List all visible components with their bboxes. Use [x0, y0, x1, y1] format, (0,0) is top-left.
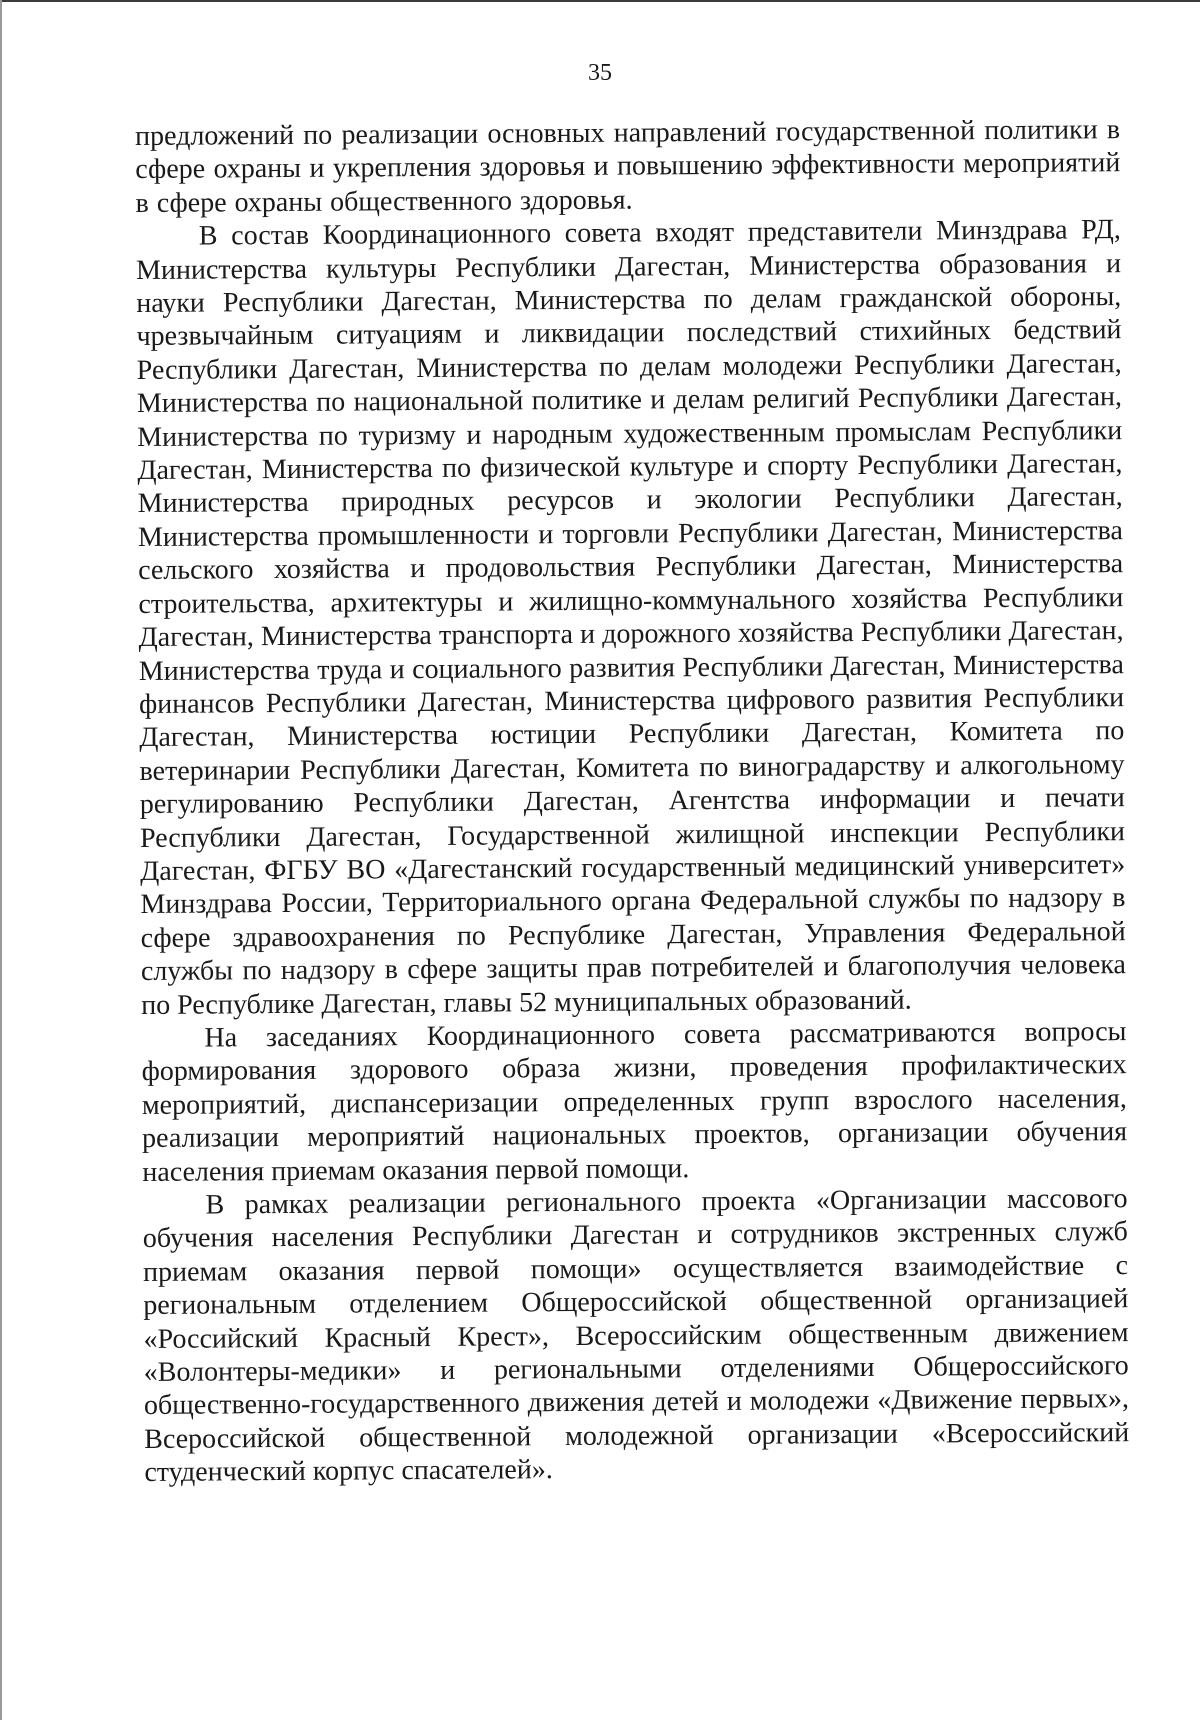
page-top-edge	[0, 0, 1200, 2]
paragraph-council-composition: В состав Координационного совета входят представители Минздрава РД, Министерства культуры Республики Дагестан, Министерства образования и науки Республики Дагестан, Министерства по делам гражданской обороны, чрезвычайным ситуациям и ликвидации последствий стихийных бедствий Республики Дагестан, Министерства по делам молодежи Республики Дагестан, Министерства по национальной политике и делам религий Республики Дагестан, Министерства по туризму и народным художественным промыслам Республики Дагестан, Министерства по физической культуре и спорту Республики Дагестан, Министерства природных ресурсов и экологии Республики Дагестан, Министерства промышленности и торговли Республики Дагестан, Министерства сельского хозяйства и продовольствия Республики Дагестан, Министерства строительства, архитектуры и жилищно-коммунального хозяйства Республики Дагестан, Министерства транспорта и дорожного хозяйства Республики Дагестан, Министерства труда и социального развития Республики Дагестан, Министерства финансов Республики Дагестан, Министерства цифрового развития Республики Дагестан, Министерства юстиции Республики Дагестан, Комитета по ветеринарии Республики Дагестан, Комитета по виноградарству и алкогольному регулированию Республики Дагестан, Агентства информации и печати Республики Дагестан, Государственной жилищной инспекции Республики Дагестан, ФГБУ ВО «Дагестанский государственный медицинский университет» Минздрава России, Территориального органа Федеральной службы по надзору в сфере здравоохранения по Республике Дагестан, Управления Федеральной службы по надзору в сфере защиты прав потребителей и благополучия человека по Республике Дагестан, главы 52 муниципальных образований.	[135, 214, 1127, 1021]
paragraph-council-meetings: На заседаниях Координационного совета рассматриваются вопросы формирования здорового образа жизни, проведения профилактических мероприятий, диспансеризации определенных групп взрослого населения, реализации мероприятий национальных проектов, организации обучения населения приемам оказания первой помощи.	[141, 1016, 1128, 1188]
page-number: 35	[588, 60, 612, 86]
document-body	[135, 113, 1130, 1489]
page-left-edge	[0, 0, 2, 1720]
paragraph-regional-project: В рамках реализации регионального проекта «Организации массового обучения населения Республики Дагестан и сотрудников экстренных служб приемам оказания первой помощи» осуществляется взаимодействие с региональным отделением Общероссийской общественной организацией «Российский Красный Крест», Всероссийским общественным движением «Волонтеры-медики» и региональными отделениями Общероссийского общественно-государственного движения детей и молодежи «Движение первых», Всероссийской общественной молодежной организации «Всероссийский студенческий корпус спасателей».	[142, 1183, 1130, 1489]
paragraph-continuation: предложений по реализации основных направлений государственной политики в сфере охраны и укрепления здоровья и повышению эффективности мероприятий в сфере охраны общественного здоровья.	[135, 114, 1121, 219]
